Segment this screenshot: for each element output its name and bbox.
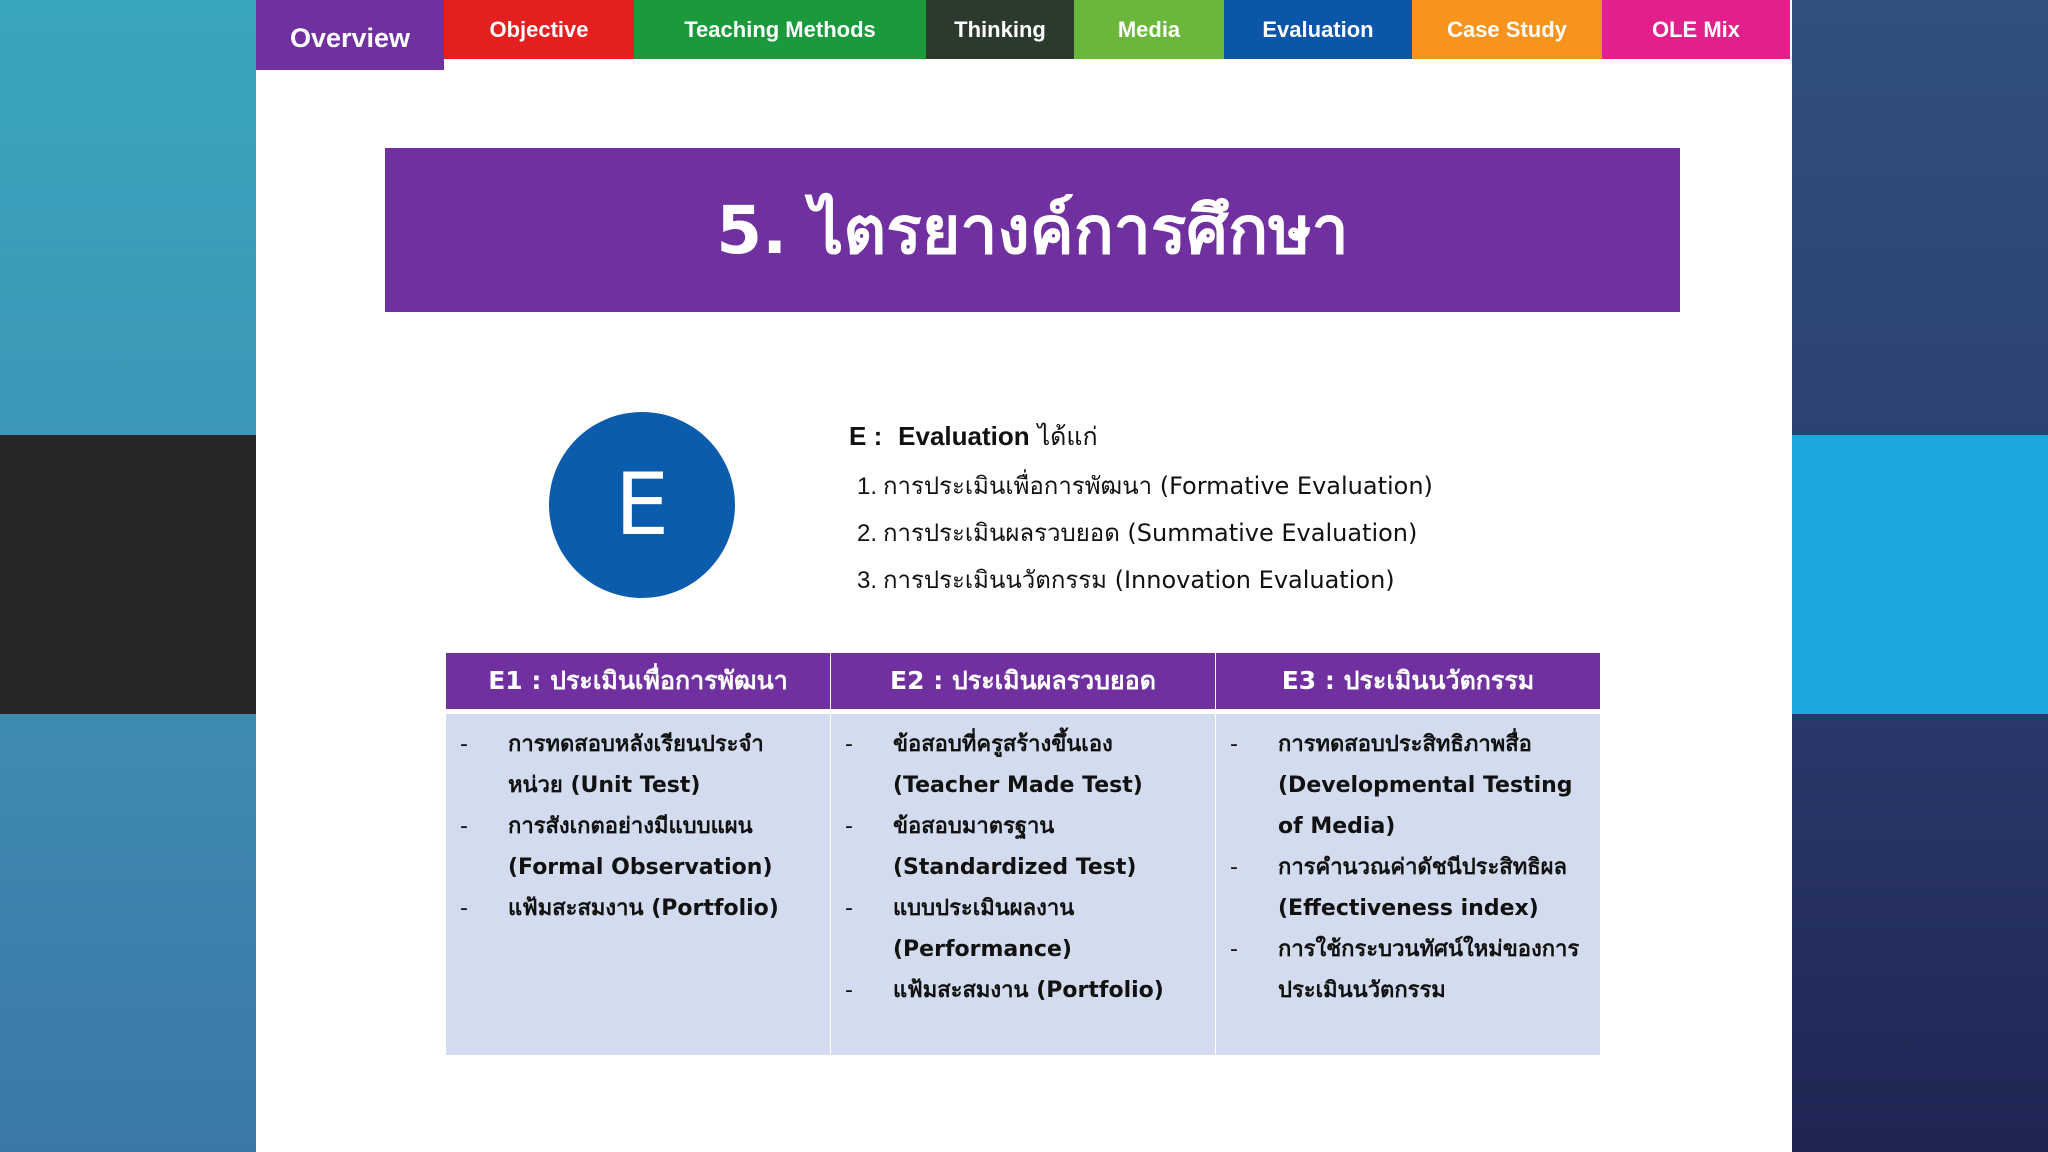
list-item: 3. การประเมินนวัตกรรม (Innovation Evaluation) <box>857 566 1395 594</box>
page-title: 5. ไตรยางค์การศึกษา <box>716 191 1349 269</box>
column-header: E3 : ประเมินนวัตกรรม <box>1216 653 1600 714</box>
badge-letter: E <box>614 455 670 555</box>
background-left-band <box>0 435 256 714</box>
evaluation-keyword: Evaluation <box>898 421 1030 451</box>
tab-teaching-methods[interactable]: Teaching Methods <box>634 0 926 59</box>
evaluation-suffix: ได้แก่ <box>1037 422 1098 451</box>
list-item: - การทดสอบประสิทธิภาพสื่อ (Developmental Testing of Media) <box>1230 732 1573 839</box>
evaluation-letter-badge <box>549 412 735 598</box>
tab-thinking[interactable]: Thinking <box>926 0 1074 59</box>
column-body <box>831 714 1215 1055</box>
tab-objective[interactable]: Objective <box>444 0 634 59</box>
table-column-e2 <box>831 653 1215 1055</box>
evaluation-summary <box>849 416 1549 604</box>
background-right-band <box>1792 435 2048 714</box>
column-header: E1 : ประเมินเพื่อการพัฒนา <box>446 653 830 714</box>
column-body <box>1216 714 1600 1055</box>
list-item: - แบบประเมินผลงาน (Performance) <box>845 896 1075 962</box>
column-body <box>446 714 830 1055</box>
list-item: - แฟ้มสะสมงาน (Portfolio) <box>460 896 779 921</box>
list-item: - การสังเกตอย่างมีแบบแผน (Formal Observation) <box>460 814 773 880</box>
list-item: 1. การประเมินเพื่อการพัฒนา (Formative Evaluation) <box>857 472 1433 500</box>
list-item: - ข้อสอบที่ครูสร้างขึ้นเอง (Teacher Made Test) <box>845 732 1143 798</box>
tab-case-study[interactable]: Case Study <box>1412 0 1602 59</box>
tab-overview[interactable]: Overview <box>256 0 444 70</box>
list-item: - การคำนวณค่าดัชนีประสิทธิผล (Effectiveness index) <box>1230 855 1568 921</box>
tab-media[interactable]: Media <box>1074 0 1224 59</box>
column-header: E2 : ประเมินผลรวบยอด <box>831 653 1215 714</box>
list-item: - แฟ้มสะสมงาน (Portfolio) <box>845 978 1164 1003</box>
evaluation-table <box>446 653 1600 1055</box>
evaluation-heading <box>849 416 1549 457</box>
evaluation-prefix: E : <box>849 421 883 451</box>
tab-evaluation[interactable]: Evaluation <box>1224 0 1412 59</box>
slide <box>256 0 1792 1152</box>
list-item: - การใช้กระบวนทัศน์ใหม่ของการประเมินนวัตกรรม <box>1230 937 1580 1003</box>
top-navigation <box>256 0 1792 70</box>
title-banner <box>385 148 1680 312</box>
evaluation-list <box>849 463 1549 604</box>
table-column-e3 <box>1216 653 1600 1055</box>
list-item: - การทดสอบหลังเรียนประจำหน่วย (Unit Test) <box>460 732 764 798</box>
table-column-e1 <box>446 653 830 1055</box>
list-item: - ข้อสอบมาตรฐาน (Standardized Test) <box>845 814 1137 880</box>
tab-ole-mix[interactable]: OLE Mix <box>1602 0 1790 59</box>
list-item: 2. การประเมินผลรวบยอด (Summative Evaluation) <box>857 519 1418 547</box>
